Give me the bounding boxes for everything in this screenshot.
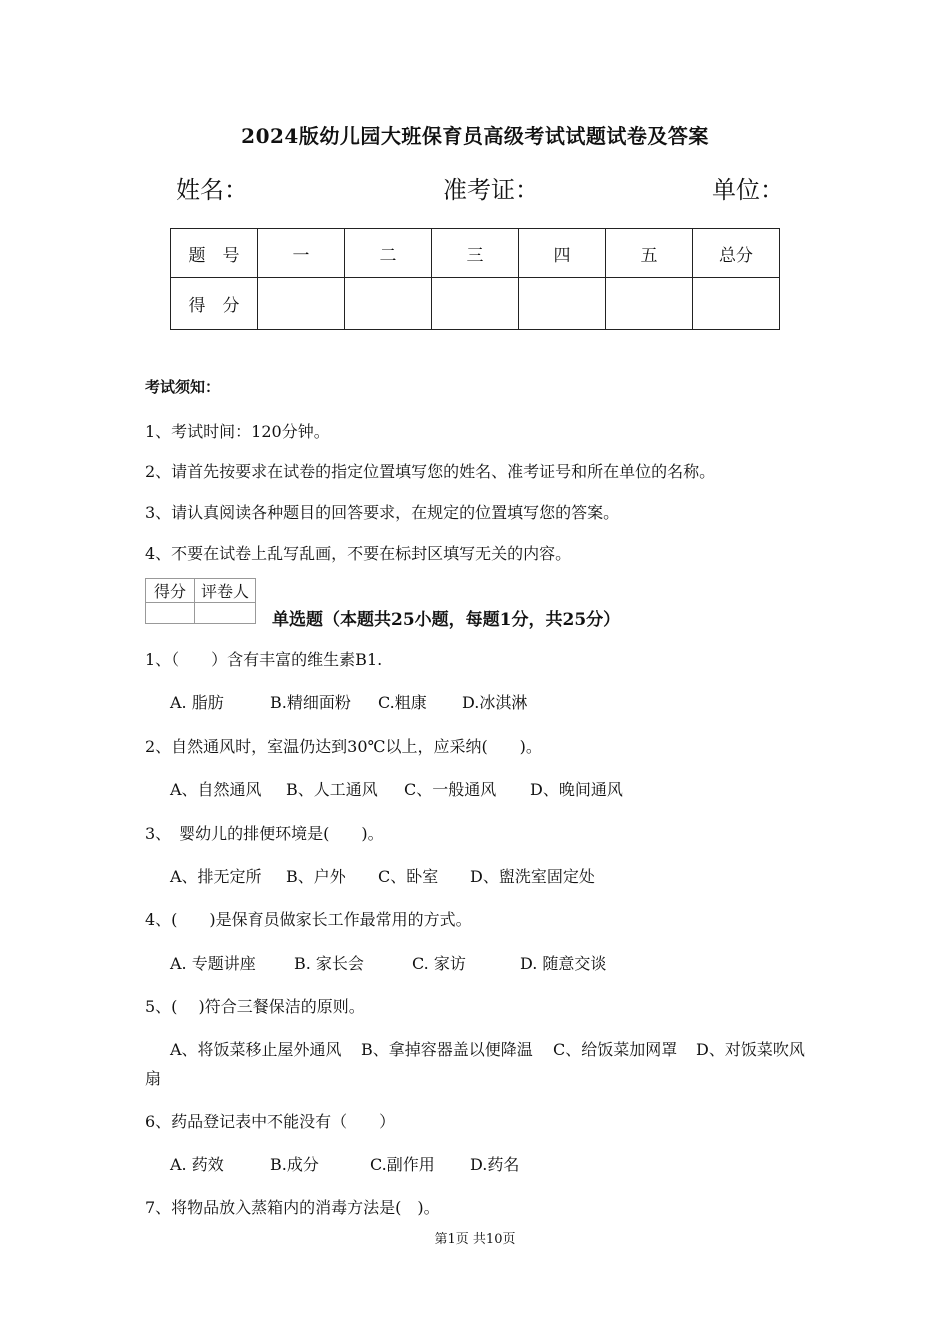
score-table-header-cell: 总分 [693, 229, 780, 278]
option[interactable]: D. 随意交谈 [520, 954, 607, 973]
score-cell[interactable] [606, 278, 693, 330]
score-table-header-row [171, 229, 780, 278]
question-text: 5、( )符合三餐保洁的原则。 [145, 997, 365, 1016]
notice-item: 1、考试时间：120分钟。 [145, 422, 330, 441]
option[interactable]: C.副作用 [370, 1155, 435, 1174]
notice-item: 3、请认真阅读各种题目的回答要求，在规定的位置填写您的答案。 [145, 503, 620, 522]
question-options [170, 1037, 805, 1060]
exam-number-field-label: 准考证： [443, 176, 539, 204]
option[interactable]: B.精细面粉 [270, 693, 351, 712]
option[interactable]: B.成分 [270, 1155, 319, 1174]
question-text: 1、（ ）含有丰富的维生素B1. [145, 650, 383, 669]
score-row-label: 得 分 [171, 278, 258, 330]
grader-score-label: 得分 [146, 579, 195, 603]
notice-item: 4、不要在试卷上乱写乱画，不要在标封区填写无关的内容。 [145, 544, 572, 563]
notice-item: 2、请首先按要求在试卷的指定位置填写您的姓名、准考证号和所在单位的名称。 [145, 462, 716, 481]
section-title: 单选题（本题共25小题，每题1分，共25分） [272, 610, 621, 630]
score-cell[interactable] [432, 278, 519, 330]
score-table-header-cell: 三 [432, 229, 519, 278]
question-text: 6、药品登记表中不能没有（ ） [145, 1112, 396, 1131]
score-table-header-cell: 题 号 [171, 229, 258, 278]
question-options [170, 777, 623, 800]
option[interactable]: D.药名 [470, 1155, 520, 1174]
option[interactable]: B、人工通风 [286, 780, 378, 799]
score-cell[interactable] [345, 278, 432, 330]
grader-reviewer-cell[interactable] [195, 603, 256, 624]
score-table-header-cell: 五 [606, 229, 693, 278]
option[interactable]: B. 家长会 [294, 954, 364, 973]
option[interactable]: A. 脂肪 [170, 693, 224, 712]
option[interactable]: C. 家访 [412, 954, 466, 973]
score-table-header-cell: 二 [345, 229, 432, 278]
option[interactable]: C.粗康 [378, 693, 427, 712]
option[interactable]: B、拿掉容器盖以便降温 [361, 1040, 533, 1059]
option[interactable]: D、盥洗室固定处 [470, 867, 595, 886]
option[interactable]: D、对饭菜吹风 [696, 1040, 805, 1059]
question-text: 4、( )是保育员做家长工作最常用的方式。 [145, 910, 472, 929]
notice-title: 考试须知： [145, 378, 221, 396]
option[interactable]: D、晚间通风 [530, 780, 623, 799]
page-footer: 第1页 共10页 [434, 1232, 516, 1247]
score-table-header-cell: 四 [519, 229, 606, 278]
option[interactable]: A、将饭菜移止屋外通风 [170, 1040, 342, 1059]
question-options [170, 690, 527, 713]
option[interactable]: D.冰淇淋 [462, 693, 528, 712]
name-field-label: 姓名： [176, 176, 248, 204]
score-table [170, 228, 780, 330]
score-cell[interactable] [258, 278, 345, 330]
question-text: 2、自然通风时，室温仍达到30℃以上，应采纳( )。 [145, 737, 542, 756]
option[interactable]: B、户外 [286, 867, 346, 886]
option[interactable]: C、一般通风 [404, 780, 497, 799]
grader-box [145, 578, 256, 624]
question-options [170, 1152, 519, 1175]
option[interactable]: C、卧室 [378, 867, 439, 886]
option[interactable]: C、给饭菜加网罩 [553, 1040, 678, 1059]
option[interactable]: A、自然通风 [170, 780, 262, 799]
score-table-header-cell: 一 [258, 229, 345, 278]
score-table-score-row [171, 278, 780, 330]
question-options [170, 864, 595, 887]
score-cell[interactable] [693, 278, 780, 330]
question-text: 7、将物品放入蒸箱内的消毒方法是( )。 [145, 1198, 440, 1217]
option[interactable]: A. 药效 [170, 1155, 224, 1174]
score-cell[interactable] [519, 278, 606, 330]
document-title: 2024版幼儿园大班保育员高级考试试题试卷及答案 [241, 124, 709, 148]
option-wrap-text: 扇 [145, 1069, 162, 1088]
unit-field-label: 单位： [712, 176, 784, 204]
grader-score-cell[interactable] [146, 603, 195, 624]
option[interactable]: A. 专题讲座 [170, 954, 256, 973]
option[interactable]: A、排无定所 [170, 867, 262, 886]
question-options [170, 951, 606, 974]
question-text: 3、 婴幼儿的排便环境是( )。 [145, 824, 384, 843]
grader-reviewer-label: 评卷人 [195, 579, 256, 603]
